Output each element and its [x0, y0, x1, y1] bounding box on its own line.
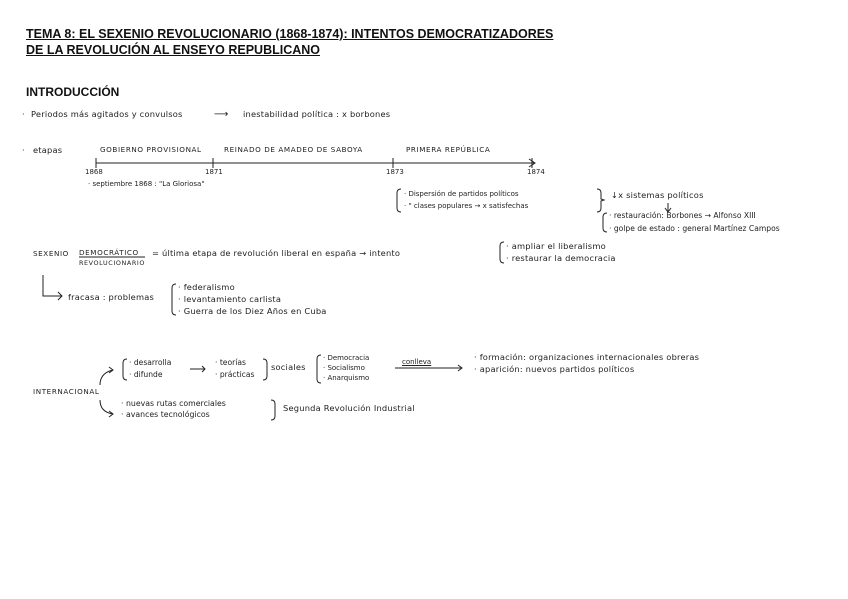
ideology-anarquismo: · Anarquismo: [323, 374, 370, 382]
route-nuevas-rutas: · nuevas rutas comerciales: [121, 399, 226, 408]
fraction-top: DEMOCRÁTICO: [79, 248, 139, 257]
sub-item-restauracion: · restauración: Borbones → Alfonso XIII: [609, 211, 756, 220]
goal-restaurar-text: restaurar la democracia: [511, 253, 616, 263]
federalismo-text: federalismo: [183, 282, 235, 292]
year-1873: 1873: [386, 168, 404, 176]
aparicion-text: aparición: nuevos partidos políticos: [479, 364, 635, 374]
result-sistemas: ↓x sistemas políticos: [611, 190, 704, 200]
golpe-text: golpe de estado : general Martínez Campos: [613, 224, 780, 233]
goal-ampliar: · ampliar el liberalismo: [506, 241, 606, 251]
routes-result: Segunda Revolución Industrial: [283, 403, 415, 413]
periodos-result: inestabilidad política : x borbones: [243, 109, 391, 119]
conlleva-label: conlleva: [402, 358, 432, 366]
avances-text: avances tecnológicos: [125, 410, 210, 419]
problem-cuba: · Guerra de los Diez Años en Cuba: [178, 306, 327, 316]
sociales-label: sociales: [271, 362, 306, 372]
sexenio-label: SEXENIO: [33, 249, 69, 258]
clases-text: " clases populares → x satisfechas: [408, 202, 529, 210]
note-1868: · septiembre 1868 : "La Gloriosa": [88, 180, 205, 188]
etapa-reinado-amadeo: REINADO DE AMADEO DE SABOYA: [224, 145, 363, 154]
teorias-text: teorías: [219, 358, 246, 367]
problem-carlista: · levantamiento carlista: [178, 294, 282, 304]
desarrolla-text: desarrolla: [133, 358, 172, 367]
verb-desarrolla: · desarrolla: [129, 358, 172, 367]
fraction-bottom: REVOLUCIONARIO: [79, 259, 145, 267]
sexenio-definition: = última etapa de revolución liberal en españa → intento: [152, 248, 401, 258]
goal-restaurar: · restaurar la democracia: [506, 253, 616, 263]
fracasa-label: fracasa : problemas: [68, 292, 155, 302]
dispersion-text: Dispersión de partidos políticos: [408, 190, 519, 198]
formacion-text: formación: organizaciones internacionales obreras: [479, 352, 700, 362]
socialismo-text: Socialismo: [327, 364, 365, 372]
sub-item-golpe: · golpe de estado : general Martínez Campos: [609, 224, 780, 233]
democracia-text: Democracia: [327, 354, 370, 362]
bullet-periodos: ·: [22, 109, 25, 119]
goal-ampliar-text: ampliar el liberalismo: [511, 241, 606, 251]
section-heading-introduccion: INTRODUCCIÓN: [26, 85, 120, 99]
outcome-formacion: · formación: organizaciones internacionales obreras: [474, 352, 700, 362]
year-1868: 1868: [85, 168, 103, 176]
etapa-primera-republica: PRIMERA REPÚBLICA: [406, 145, 491, 154]
difunde-text: difunde: [133, 370, 163, 379]
etapas-label: etapas: [33, 145, 63, 155]
internacional-label: INTERNACIONAL: [33, 387, 100, 396]
bullet-etapas: ·: [22, 145, 25, 155]
year-1874: 1874: [527, 168, 545, 176]
outcome-aparicion: · aparición: nuevos partidos políticos: [474, 364, 635, 374]
bracket-item-dispersion: · Dispersión de partidos políticos: [404, 190, 519, 198]
carlista-text: levantamiento carlista: [183, 294, 282, 304]
periodos-label: Periodos más agitados y convulsos: [31, 109, 183, 119]
ideology-democracia: · Democracia: [323, 354, 370, 362]
page-title-line1: TEMA 8: EL SEXENIO REVOLUCIONARIO (1868-1874): INTENTOS DEMOCRATIZADORES: [26, 27, 554, 41]
cuba-text: Guerra de los Diez Años en Cuba: [183, 306, 327, 316]
page-title-line2: DE LA REVOLUCIÓN AL ENSEYO REPUBLICANO: [26, 43, 321, 57]
year-1871: 1871: [205, 168, 223, 176]
etapa-gobierno-provisional: GOBIERNO PROVISIONAL: [100, 145, 202, 154]
route-avances: · avances tecnológicos: [121, 410, 210, 419]
nuevas-rutas-text: nuevas rutas comerciales: [125, 399, 226, 408]
restauracion-text: restauración: Borbones → Alfonso XIII: [613, 211, 756, 220]
ideology-socialismo: · Socialismo: [323, 364, 365, 372]
bracket-item-clases: · " clases populares → x satisfechas: [404, 202, 529, 210]
arrow-icon: ⟶: [214, 109, 229, 120]
practicas-text: prácticas: [219, 370, 255, 379]
anarquismo-text: Anarquismo: [327, 374, 370, 382]
verb-difunde: · difunde: [129, 370, 163, 379]
object-teorias: · teorías: [215, 358, 246, 367]
problem-federalismo: · federalismo: [178, 282, 235, 292]
object-practicas: · prácticas: [215, 370, 255, 379]
note-1868-text: septiembre 1868 : "La Gloriosa": [92, 180, 205, 188]
